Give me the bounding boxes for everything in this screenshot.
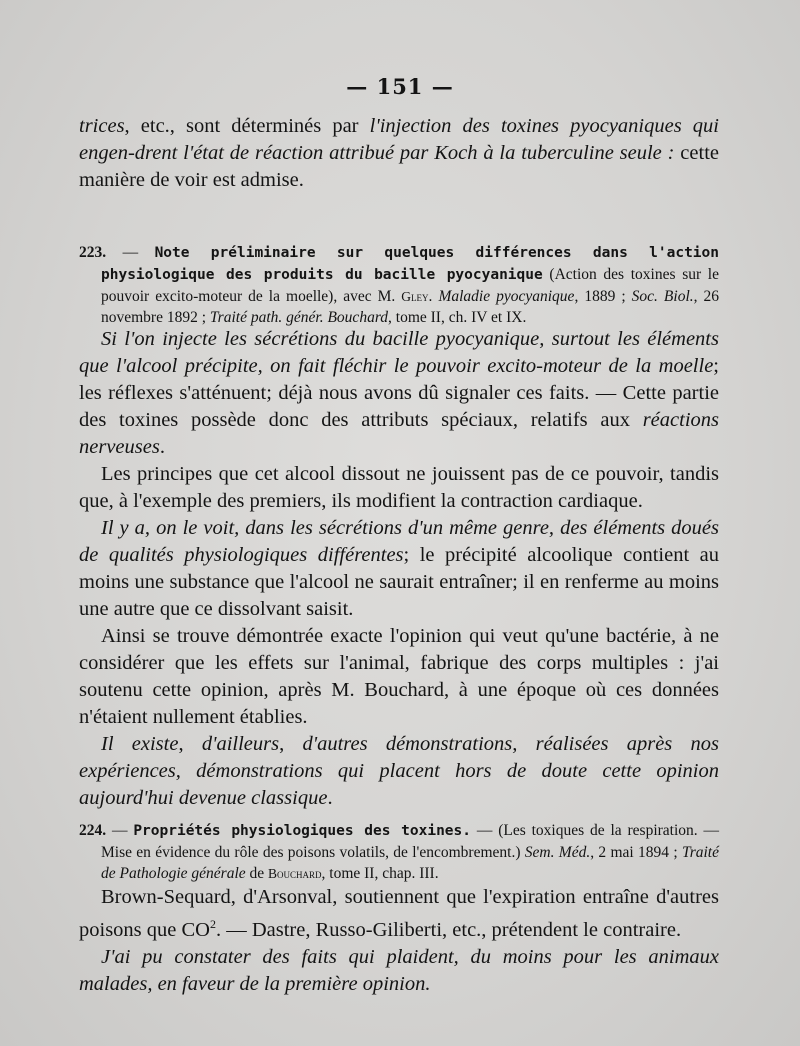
note-paragraph	[79, 242, 719, 328]
note-title: Note préliminaire sur quelques différences dans l'action physiologique des produits du bacille pyocyanique	[101, 244, 719, 283]
paragraph-5	[79, 731, 719, 812]
author-name: Gley	[401, 288, 429, 304]
text: .	[159, 436, 165, 458]
italic-text: Si l'on injecte les sécrétions du bacille pyocyanique, surtout les éléments que l'alcool précipite, on fait fléchir le pouvoir excito-moteur de la moelle	[79, 328, 719, 377]
text: . — Dastre, Russo-Giliberti, etc., prétendent le contraire.	[215, 918, 682, 941]
text: , 26 novembre 1892 ;	[101, 287, 720, 326]
italic-text: J'ai pu constater des faits qui plaident, du moins pour les animaux malades, en faveur de la première opinion.	[79, 945, 719, 995]
continued-paragraph	[79, 113, 719, 194]
italic-text: Il existe	[101, 733, 179, 755]
text: de	[245, 864, 269, 882]
reference-title: Traité de Pathologie générale	[101, 843, 719, 882]
reference-title: Maladie pyocyanique	[438, 287, 575, 305]
text: .	[327, 787, 333, 809]
text: ,	[279, 733, 303, 755]
paragraph-4: Ainsi se trouve démontrée exacte l'opinion qui veut qu'une bactérie, à ne considérer que les effets sur l'animal, fabrique des corps multiples : j'ai soutenu cette opinion, après M. Bouchard, à une époque où ces données n'étaient nullement établies.	[79, 625, 719, 728]
paragraph-6	[79, 884, 719, 944]
italic-text: trices	[79, 115, 125, 137]
text: .	[428, 287, 439, 305]
text: —	[106, 243, 155, 261]
reference-title: Soc. Biol.	[631, 287, 694, 305]
text: ,	[178, 733, 202, 755]
paragraph-3	[79, 515, 719, 623]
paragraph	[79, 113, 719, 194]
author-name: Bouchard	[268, 865, 322, 881]
text: ; les réflexes s'atténuent; déjà nous avons dû signaler ces faits. — Cette partie des toxines possède donc des attributs spéciaux, relatifs aux	[79, 355, 719, 431]
page-number: — 151 —	[346, 74, 454, 99]
text: Brown-Sequard, d'Arsonval, soutiennent que l'expiration entraîne d'autres poisons que CO	[79, 886, 719, 941]
paragraph-7	[79, 944, 719, 998]
text: —	[106, 821, 134, 839]
body-text-2	[79, 884, 719, 998]
italic-text: d'ailleurs	[201, 733, 280, 755]
reference-title: Traité path. génér. Bouchard	[209, 308, 389, 326]
superscript: 2	[209, 917, 216, 931]
text: , tome II, ch. IV et IX.	[388, 308, 527, 326]
note-number: 224.	[79, 821, 107, 839]
text: cette manière de voir est admise.	[79, 142, 719, 191]
text: , tome II, chap. III.	[321, 864, 439, 882]
text: , 1889 ;	[574, 287, 632, 305]
note-number: 223.	[79, 243, 107, 261]
text: — (Les toxiques de la respiration. — Mise en évidence du rôle des poisons volatils, de l'encombrement.)	[101, 821, 720, 861]
text: , 2 mai 1894 ;	[590, 843, 682, 861]
text: , etc., sont déterminés par	[124, 115, 370, 137]
italic-text: Il y a, on le voit, dans les sécrétions d'un même genre, des éléments doués de qualités physiologiques différentes	[79, 517, 719, 566]
italic-text: réactions nerveuses	[79, 409, 719, 458]
text: (Action des toxines sur le pouvoir excito-moteur de la moelle), avec M.	[101, 265, 719, 305]
reference-title: Sem. Méd.	[524, 843, 591, 861]
text: ; le précipité alcoolique contient au moins une substance que l'alcool ne saurait entraîner; il en renferme au moins une autre que ce dissolvant saisit.	[79, 544, 719, 620]
paragraph-2: Les principes que cet alcool dissout ne jouissent pas de ce pouvoir, tandis que, à l'exemple des premiers, ils modifient la contraction cardiaque.	[79, 463, 719, 512]
note-title: Propriétés physiologiques des toxines.	[133, 822, 471, 839]
italic-text: l'injection des toxines pyocyaniques qui engen-drent l'état de réaction attribué par Koch à la tuberculine seule :	[79, 115, 720, 164]
italic-text: d'autres démonstrations, réalisées après nos expériences, démonstrations qui placent hors de doute cette opinion aujourd'hui devenue classique	[79, 733, 720, 809]
note-paragraph	[79, 820, 719, 884]
body-text	[79, 326, 719, 812]
paragraph-1	[79, 326, 719, 461]
